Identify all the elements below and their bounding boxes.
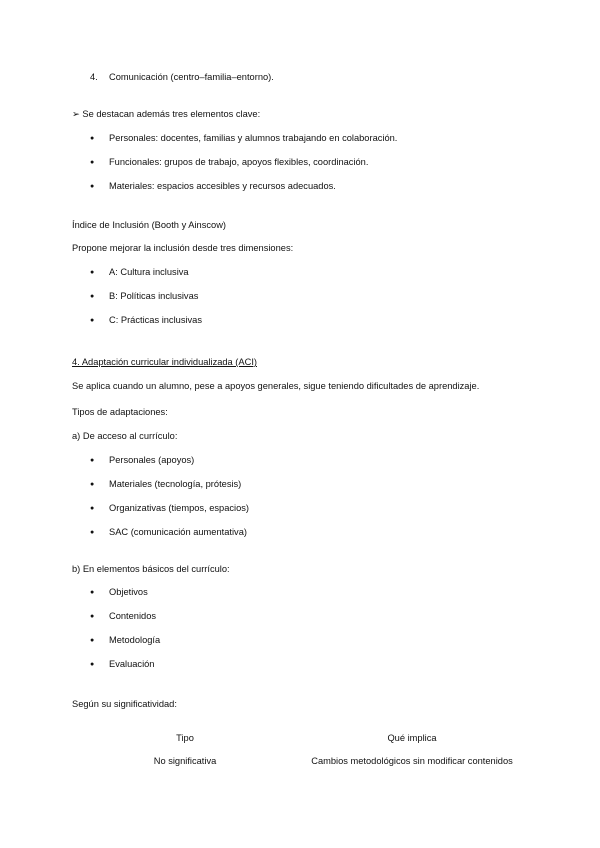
list-item-text: Objetivos <box>109 587 148 597</box>
bullet-icon: ● <box>90 457 95 464</box>
basic-label: b) En elementos básicos del currículo: <box>72 564 230 574</box>
list-item-text: C: Prácticas inclusivas <box>109 315 202 325</box>
list-item-text: Evaluación <box>109 659 155 669</box>
bullet-icon: ● <box>90 269 95 276</box>
types-label: Tipos de adaptaciones: <box>72 407 168 417</box>
section-intro: Se aplica cuando un alumno, pese a apoyos generales, sigue teniendo dificultades de aprendizaje. <box>72 381 480 391</box>
list-item <box>90 132 397 145</box>
list-item-text: Personales (apoyos) <box>109 455 195 465</box>
bullet-icon: ● <box>90 183 95 190</box>
list-item-text: Metodología <box>109 635 161 645</box>
table-cell: No significativa <box>153 756 217 766</box>
list-item-text: SAC (comunicación aumentativa) <box>109 527 247 537</box>
list-item-text: A: Cultura inclusiva <box>109 267 189 277</box>
table-header-tipo: Tipo <box>176 733 194 743</box>
arrow-line <box>72 108 260 120</box>
index-intro: Propone mejorar la inclusión desde tres dimensiones: <box>72 243 294 253</box>
list-item-text: B: Políticas inclusivas <box>109 291 199 301</box>
bullet-icon: ● <box>90 293 95 300</box>
bullet-icon: ● <box>90 529 95 536</box>
access-label: a) De acceso al currículo: <box>72 431 178 441</box>
list-item <box>90 454 194 467</box>
list-item <box>90 502 249 515</box>
bullet-icon: ● <box>90 637 95 644</box>
list-item <box>90 478 241 491</box>
list-item <box>90 658 154 671</box>
list-item <box>90 290 198 303</box>
bullet-icon: ● <box>90 135 95 142</box>
bullet-icon: ● <box>90 159 95 166</box>
list-item <box>90 526 247 539</box>
bullet-icon: ● <box>90 613 95 620</box>
index-heading: Índice de Inclusión (Booth y Ainscow) <box>72 220 226 230</box>
item-text: Comunicación (centro–familia–entorno). <box>109 72 274 82</box>
item-number: 4. <box>90 72 98 82</box>
significance-label: Según su significatividad: <box>72 699 177 709</box>
list-item <box>90 156 368 169</box>
list-item <box>90 634 160 647</box>
list-item <box>90 180 336 193</box>
list-item-text: Contenidos <box>109 611 157 621</box>
list-item-text: Funcionales: grupos de trabajo, apoyos flexibles, coordinación. <box>109 157 369 167</box>
bullet-icon: ● <box>90 481 95 488</box>
section-heading: 4. Adaptación curricular individualizada (ACI) <box>72 357 257 367</box>
list-item-text: Materiales: espacios accesibles y recursos adecuados. <box>109 181 336 191</box>
bullet-icon: ● <box>90 589 95 596</box>
arrow-icon: ➢ <box>72 109 80 119</box>
list-item <box>90 610 156 623</box>
bullet-icon: ● <box>90 505 95 512</box>
bullet-icon: ● <box>90 661 95 668</box>
bullet-icon: ● <box>90 317 95 324</box>
list-item <box>90 314 202 327</box>
list-item <box>90 266 189 279</box>
list-item-text: Materiales (tecnología, prótesis) <box>109 479 242 489</box>
list-item-text: Personales: docentes, familias y alumnos trabajando en colaboración. <box>109 133 398 143</box>
arrow-line-text: Se destacan además tres elementos clave: <box>82 109 261 119</box>
list-item <box>90 586 148 599</box>
table-header-implica: Qué implica <box>387 733 437 743</box>
list-item-text: Organizativas (tiempos, espacios) <box>109 503 250 513</box>
numbered-item <box>90 71 274 83</box>
table-cell: Cambios metodológicos sin modificar contenidos <box>311 756 513 766</box>
